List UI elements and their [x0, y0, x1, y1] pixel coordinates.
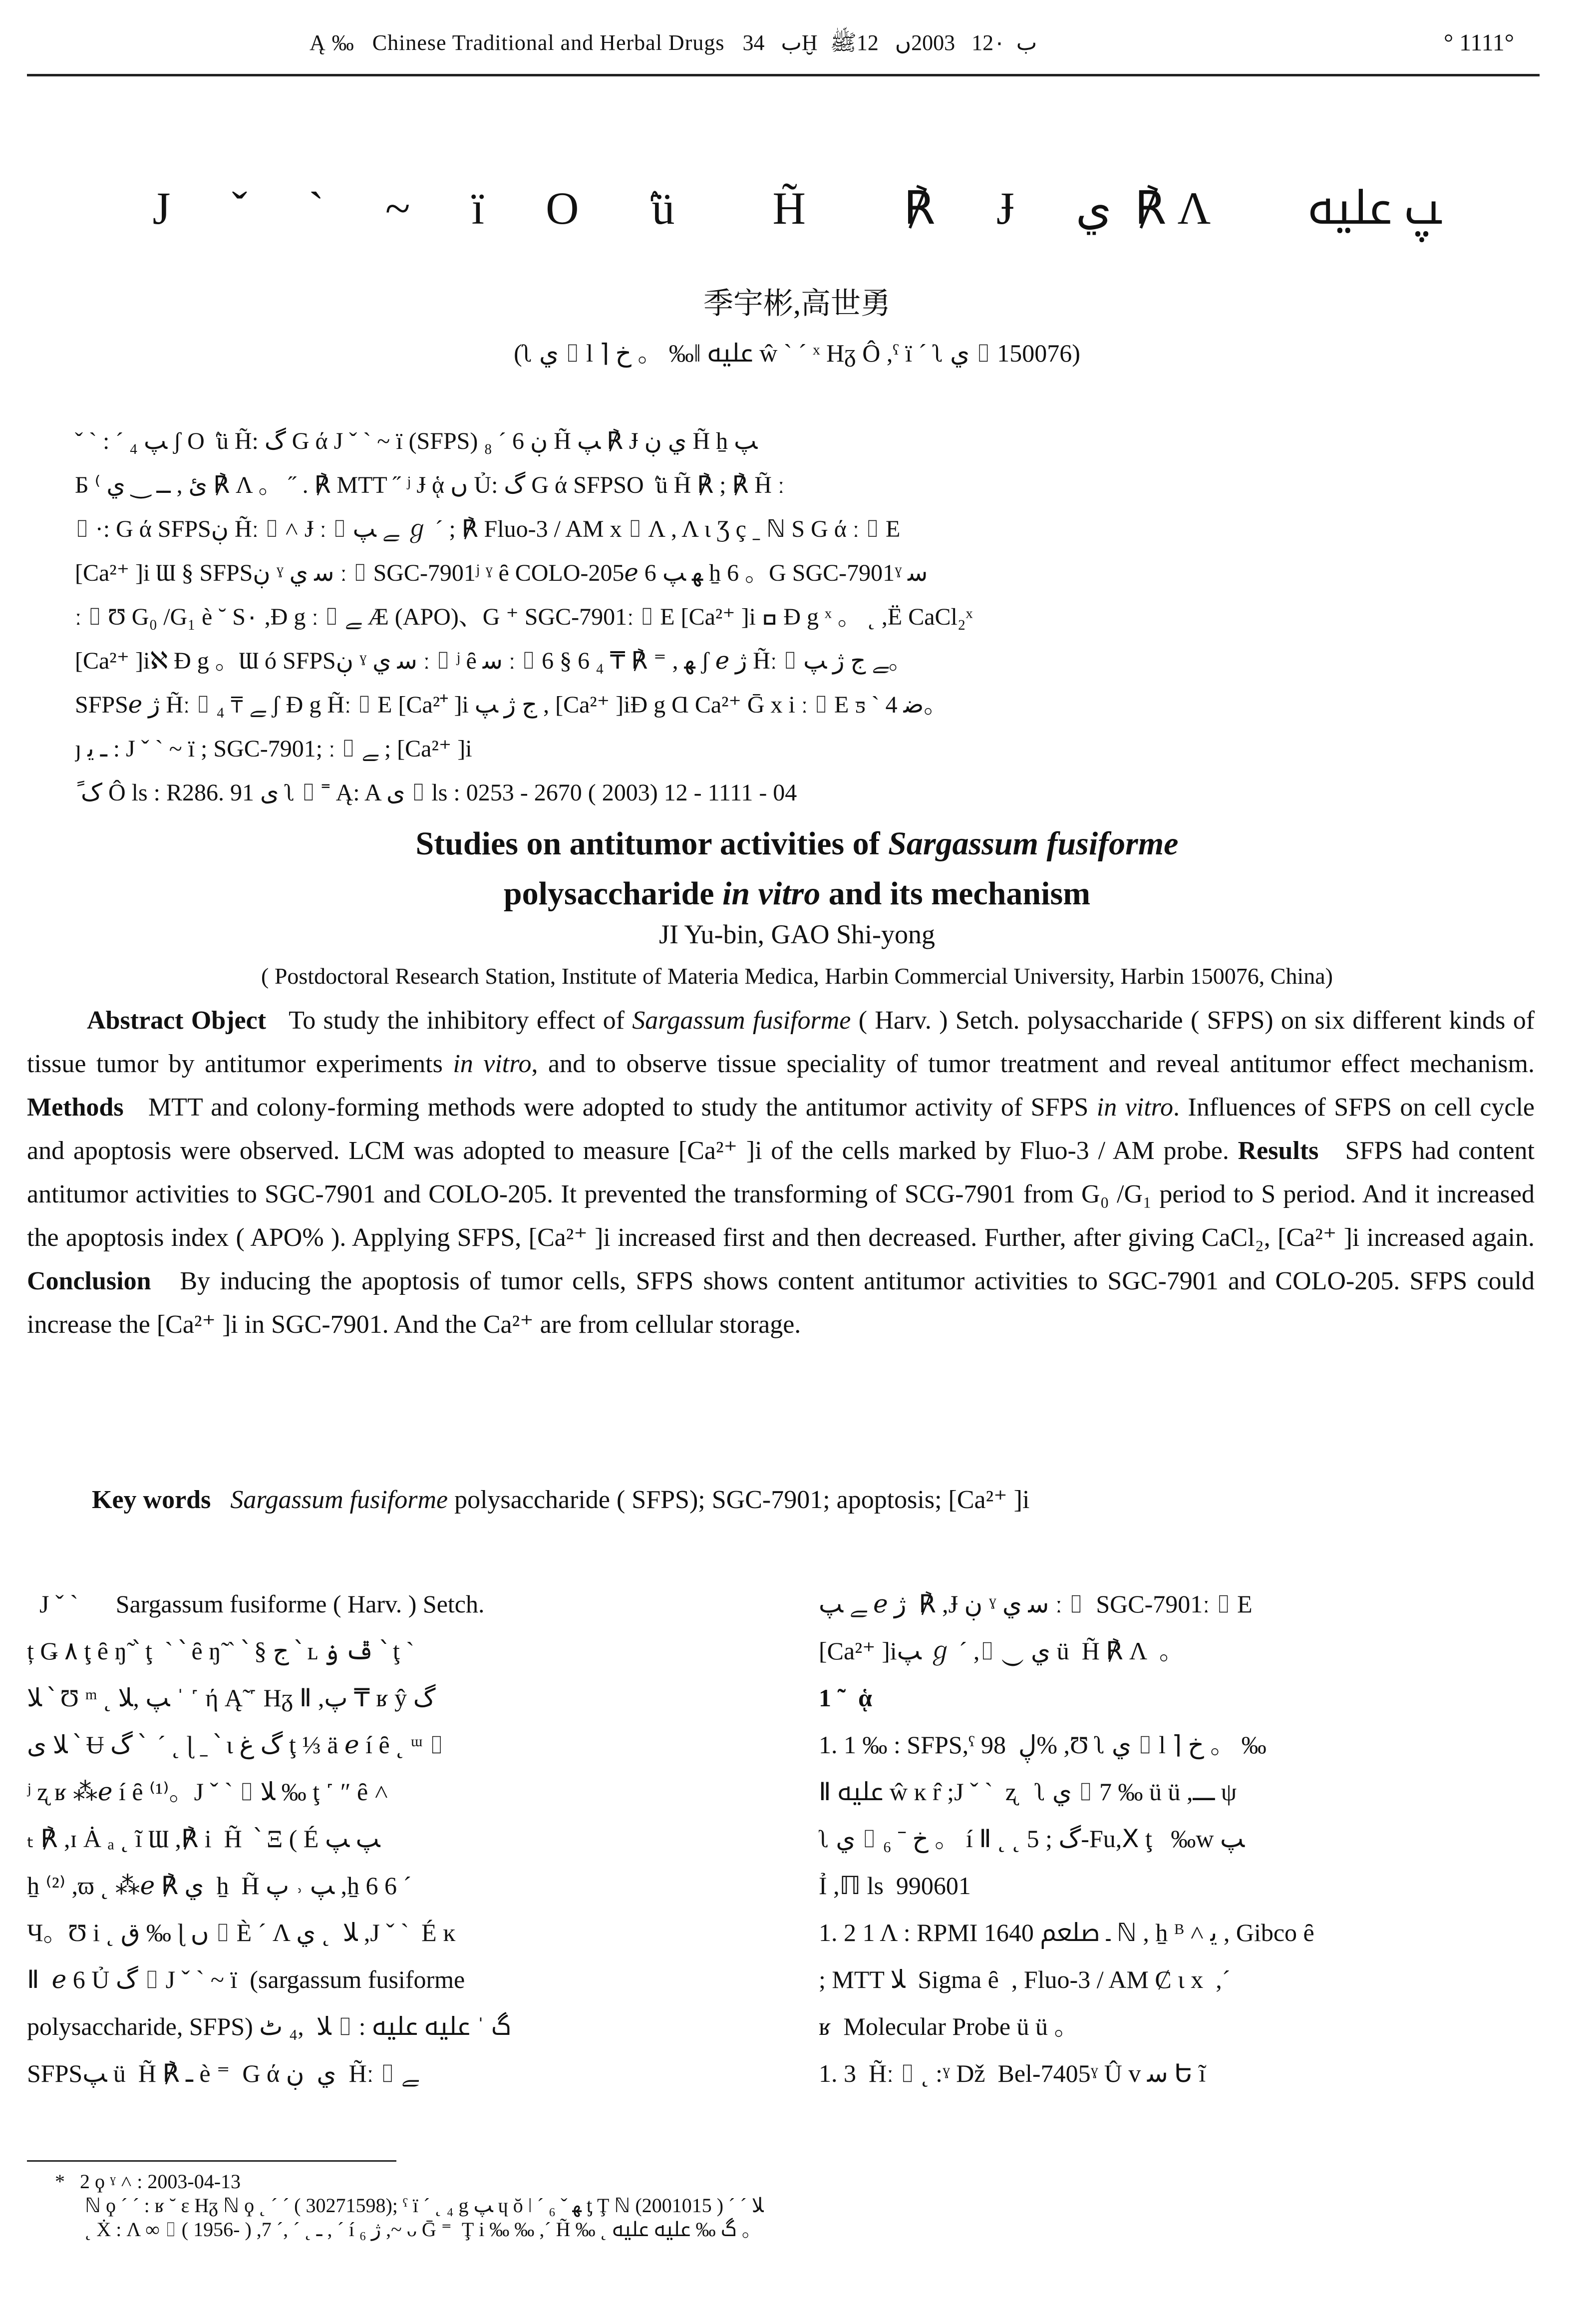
keywords-label: Key words: [92, 1486, 211, 1514]
conclusion-text: By inducing the apoptosis of tumor cells, SFPS shows content antitumor activities to SGC-7901 and COLO-205. SFPS could increase the [Ca²⁺ ]i in SGC-7901. And the Ca²⁺ are from cellular storage.: [27, 1267, 1535, 1339]
object-text: ( Harv. ) Setch. polysaccharide ( SFPS) on six different kinds of tissue tumor by antitumor experiments: [27, 1006, 1535, 1078]
methods-text: . Influences of SFPS on cell cycle and apoptosis were observed. LCM was adopted to measure [Ca²⁺ ]i of the cells marked by Fluo-3 / AM probe.: [27, 1093, 1535, 1165]
english-title-line-1: [0, 819, 1594, 869]
english-authors: JI Yu-bin, GAO Shi-yong: [659, 919, 935, 949]
methods-invitro: in vitro: [1096, 1093, 1173, 1122]
chinese-abstract-line: Б ⁽ ئ , ــ ‿ ي ℟ Λ 。 ˝ . ℟ MTT ˝ ʲ Ɉ ᾁ ﮞ Ủ: گ G ά SFPSO ۢ ü H̃ ℟ ; ℟ H̃ ː: [75, 472, 785, 498]
english-title-line-2: [0, 869, 1594, 919]
footnote-line: ℕ ϙ ´ ´ : ʁ ˘ ε Hᵹ ℕ ϙ ˛ ´ ´ ( 30271598); ˤ ï ´ ˛ ₄ g ﭗ ɥ ŏ ǀ ´ ₆ ˇ ﻬ ƫ Ţ ℕ ﻼ ´ ´ ( 2001015): [55, 2194, 764, 2217]
header-rule: [27, 74, 1540, 76]
chinese-authors: 季宇彬,高世勇: [703, 287, 891, 320]
body-line: 1. 1 ‰ : SFPS,ˤ ڸ 98% ,Ʊ ʅ ي ⌷ l ⌉ خ 。 ‰: [819, 1731, 1267, 1759]
english-abstract: [27, 999, 1535, 1346]
body-right-column: [819, 1580, 1543, 2097]
conclusion-label: Conclusion: [27, 1267, 151, 1295]
body-left-column: [27, 1580, 756, 2097]
body-line: Ⅱ ℯ 6 Ủ ﮒ ⌷ J ˇ ` ~ ï (sargassum fusiforme: [27, 1965, 465, 1993]
chinese-title: J ˇ ` ~ ï O ۢ ü H̃ ℟ Ɉ ي ℟ Λ ﭗ ﷷ: [152, 183, 1442, 234]
body-line: Ч。Ʊ i ˛ ق ‰ ɭ ﮞ ⌷ È ˊ Λ ﻼ ˛ ي ,J ˇ ` É ĸ: [27, 1919, 456, 1946]
body-line: Ⅱ ﷷ ŵ ĸ r̂ ;J ˇ ` ʐ ʅ ي ⌷ 7 ‰ ü ü ,ـــ ψ: [819, 1778, 1237, 1806]
footnote-line: ˛ Ẋ : Λ ∞ ⌷ ( 1956- ) ,ـ ˛ ´ ,´ 7 , ´ í ژ ₆ ,~ ᴗ Ḡ ⁼ Ţ i ‰ ‰ ,ˊ H̃ ‰ ˛ گ ‰ ﷷ ﷷ 。: [55, 2218, 762, 2241]
body-line: Ỉ ,ℿ ls 990601: [819, 1872, 971, 1900]
methods-text: MTT and colony-forming methods were adopted to study the antitumor activity of SFPS: [148, 1093, 1097, 1122]
chinese-keywords-line: ȷ ـ ﯾ : J ˇ ` ~ ï ; SGC-7901; ː ⌷ ﮯ ; [Ca²⁺ ]i: [75, 736, 472, 762]
chinese-abstract-line: [Ca²⁺ ]i Ɯ § SFPSڹ ˠ ﺳ ي ː ⌷ SGC-7901ʲ ˠ ȇ COLO-205ℯ 6 ﻬ ﭗ ẖ 6 。G SGC-7901ˠ ﺳ: [75, 560, 928, 586]
body-line: ʲ ʐ ʁ ⁂ℯ í ȇ ⁽¹⁾。J ˇ ` ⌷ ﻼ ‰ ţ ˹ ″ ȇ ˄: [27, 1778, 388, 1806]
chinese-abstract-line: ː ⌷ Ʊ G₀ /G₁ è ˘ S۰ ,Ɖ g ː ⌷ ﮯ Æ (APO)、G ⁺ SGC-7901ː ⌷ E [Ca²⁺ ]i ߛ Ɖ g ˣ 。 ˛ ,Ë CaCl₂ˣ: [75, 604, 973, 630]
results-text: SFPS had content antitumor activities to SGC-7901 and COLO-205. It prevented the transforming of SCG-7901 from G₀ /G₁ period to S period. And it increased the apoptosis index ( APO% ). Applying SFPS, [Ca²⁺ ]i increased first and then decreased. Further, after giving CaCl₂, [Ca²⁺ ]i increased again.: [27, 1137, 1535, 1252]
footnote: [55, 2170, 1533, 2242]
body-line: J ˇ ` Sargassum fusiforme ( Harv. ) Setch.: [27, 1590, 485, 1618]
body-line: polysaccharide, SFPS) ﻼ ,₄ ﭦ ⌷ : ﮒ ˈ ﷷ ﷷ: [27, 2012, 512, 2040]
body-line: [Ca²⁺ ]iﭗ ℊ ˊ ,⌷ ‿ ي ü H̃ ℟ Λ 。: [819, 1637, 1184, 1665]
body-line: ﻼ ی ՝ Ʉ ﮒ ՝ ˊ ˛ ɭ ˍ ՝ ɩ ﮒ ﻍ ţ ⅓ ä ℯ í ȇ ˛ ᵚ ⌷: [27, 1731, 444, 1759]
title-text: and its mechanism: [820, 875, 1091, 912]
english-affiliation: ( Postdoctoral Research Station, Institute of Materia Medica, Harbin Commercial University, Harbin 150076, China): [261, 963, 1333, 989]
body-line: ₜ ℟ ,ɪ Ȧ ₐ ˛ ĩ Ɯ ,℟ i H̃ ՝ Ξ ( É ﭗ ﭗ: [27, 1825, 380, 1853]
body-line: ț Ǥ ۸ ţ ȇ ŋ̃ ՝ ţ ˋ ՝ ȇ ŋ̃ ˋ ՝ § ج ՝ ʟ ڦ ۏ ՝ ţ ˋ: [27, 1637, 414, 1665]
footnote-rule: [27, 2160, 396, 2162]
object-text: , and to observe tissue speciality of tumor treatment and reveal antitumor effect mechanism.: [531, 1050, 1535, 1078]
chinese-classification-line: ً ک Ô ls : R286. 91 ى ʅ ⌷ ⁼ Ą: A ى ⌷ ls : 0253 - 2670 ( 2003) 12 - 1111 - 04: [75, 779, 797, 806]
body-line: 1. 2 1 Λ : RPMI 1640 ـ ﷵ ℕ , ẖ ᴮ ˄ ﯾ , Gibco ȇ: [819, 1919, 1314, 1946]
keywords-species: Sargassum fusiforme: [230, 1486, 448, 1514]
body-line: ʁ Molecular Probe ü ü 。: [819, 2012, 1079, 2040]
methods-label: Methods: [27, 1093, 124, 1122]
chinese-abstract-line: ˇ ` : ´ ﭗ ₄ ʃ O ۢ ü H̃: گ G ά J ˇ ` ~ ï (SFPS) ڹ 6 ´ ₈ H̃ ﭗ ℟ Ɉ ي ڹ H̃ ẖ ﭗ: [75, 428, 758, 454]
title-species: Sargassum fusiforme: [888, 825, 1179, 862]
object-label: Object: [191, 1006, 267, 1035]
chinese-abstract: [75, 419, 1538, 815]
english-keywords: [27, 1478, 1535, 1522]
body-line: ; MTT ﻼ Sigma ȇ , Fluo-3 / AM Ȼ ι x ,ˊ: [819, 1965, 1231, 1993]
title-text: polysaccharide: [503, 875, 723, 912]
abstract-label: Abstract: [87, 1006, 184, 1035]
body-line: ﮯ ﭗ ℯ ژ ℟ ,Ɉ ڹ ˠ ﺳ ي ː ⌷ SGC-7901ː ⌷ E: [819, 1590, 1253, 1618]
english-title: [0, 819, 1594, 919]
body-line: ẖ ⁽²⁾ ,ϖ ˛ ⁂ℯ ℟ ي ẖ H̃ ﭗ ˒ ﭖ ,ẖ 6 6 ´: [27, 1872, 412, 1900]
chinese-affiliation: (ʅ ي ⌷ l ⌉ خ 。 ‰ǁ ﷷ ŵ ` ˊ ˣ Hᵹ Ô ,ˤ ï ´ ʅ ي ⌷ 150076): [514, 339, 1080, 367]
chinese-abstract-line: SFPSℯ ژ H̃ː ⌷ ﮯ ₸ ₄ ʃ Ɖ g H̃ː ⌷ E [Ca²⁺ ]i ج ژ ﭗ , [Ca²⁺ ]iƉ g Ɑ Ca²⁺ Ḡ x i ː ⌷ E ƽ ` 4 ﺿ。: [75, 692, 948, 718]
page-number: ° 1111°: [1443, 29, 1514, 56]
body-line: 1. 3 H̃ː ⌷ ˛ :ˠ Dž Bel-7405ˠ Û ᴠ ﺳ Ե ĩ: [819, 2059, 1206, 2087]
results-label: Results: [1238, 1137, 1319, 1165]
title-invitro: in vitro: [722, 875, 821, 912]
object-species: Sargassum fusiforme: [632, 1006, 851, 1035]
body-line: SFPSﭗ ü H̃ ℟ ـ è ⁼ G ά ي ڹ H̃ː ⌷ ﮯ: [27, 2059, 419, 2087]
section-heading: 1 ˜ ᾁ: [819, 1684, 873, 1712]
running-head: Ą ‰ Chinese Traditional and Herbal Drugs ب 34Ḫ ب 12۰ 2003ں 12ﷺ: [310, 30, 1037, 55]
object-text: To study the inhibitory effect of: [289, 1006, 633, 1035]
chinese-abstract-line: ⌷ ·: G ά SFPSڹ H̃ː ⌷ ˄ Ɉ ː ⌷ ﮯ ﭗ ℊ ´ ; ℟ Fluo-3 / AM x ⌷ Λ , Λ ι Ʒ ç ˍ ℕ S G ά ː ⌷ E: [75, 516, 901, 542]
footnote-line: * 2 ϙ ˠ ˄ : 2003-04-13: [55, 2170, 241, 2193]
body-line: ʅ ي ⌷ ₆ ˉ خ 。 í Ⅱ ˛ ˛ گ ; 5-Fu,Ⅹ ţ ‰w ﭗ: [819, 1825, 1245, 1853]
keywords-text: polysaccharide ( SFPS); SGC-7901; apoptosis; [Ca²⁺ ]i: [448, 1486, 1030, 1514]
body-line: ﻼ ՝ Ʊ ᵐ ˛ ﭗ ,ﻼ ˈ ˹ ή Ą̃ ˹ Hᵹ Ⅱ ,ﭖ ₸ ʁ ŷ ﮒ: [27, 1684, 436, 1712]
chinese-abstract-line: [Ca²⁺ ]iℵ Ɖ g 。Ɯ ó SFPSڹ ˠ ﺳ ي ː ⌷ ʲ ȇ ﺳ ː ⌷ 6 § 6 ﻬ , ⁼ ℟ ₸ ₄ ʃ ℯ ژ H̃ː ⌷ ﮯ ج ژ ﭗ。: [75, 648, 913, 674]
title-text: Studies on antitumor activities of: [415, 825, 889, 862]
object-invitro: in vitro: [453, 1050, 532, 1078]
